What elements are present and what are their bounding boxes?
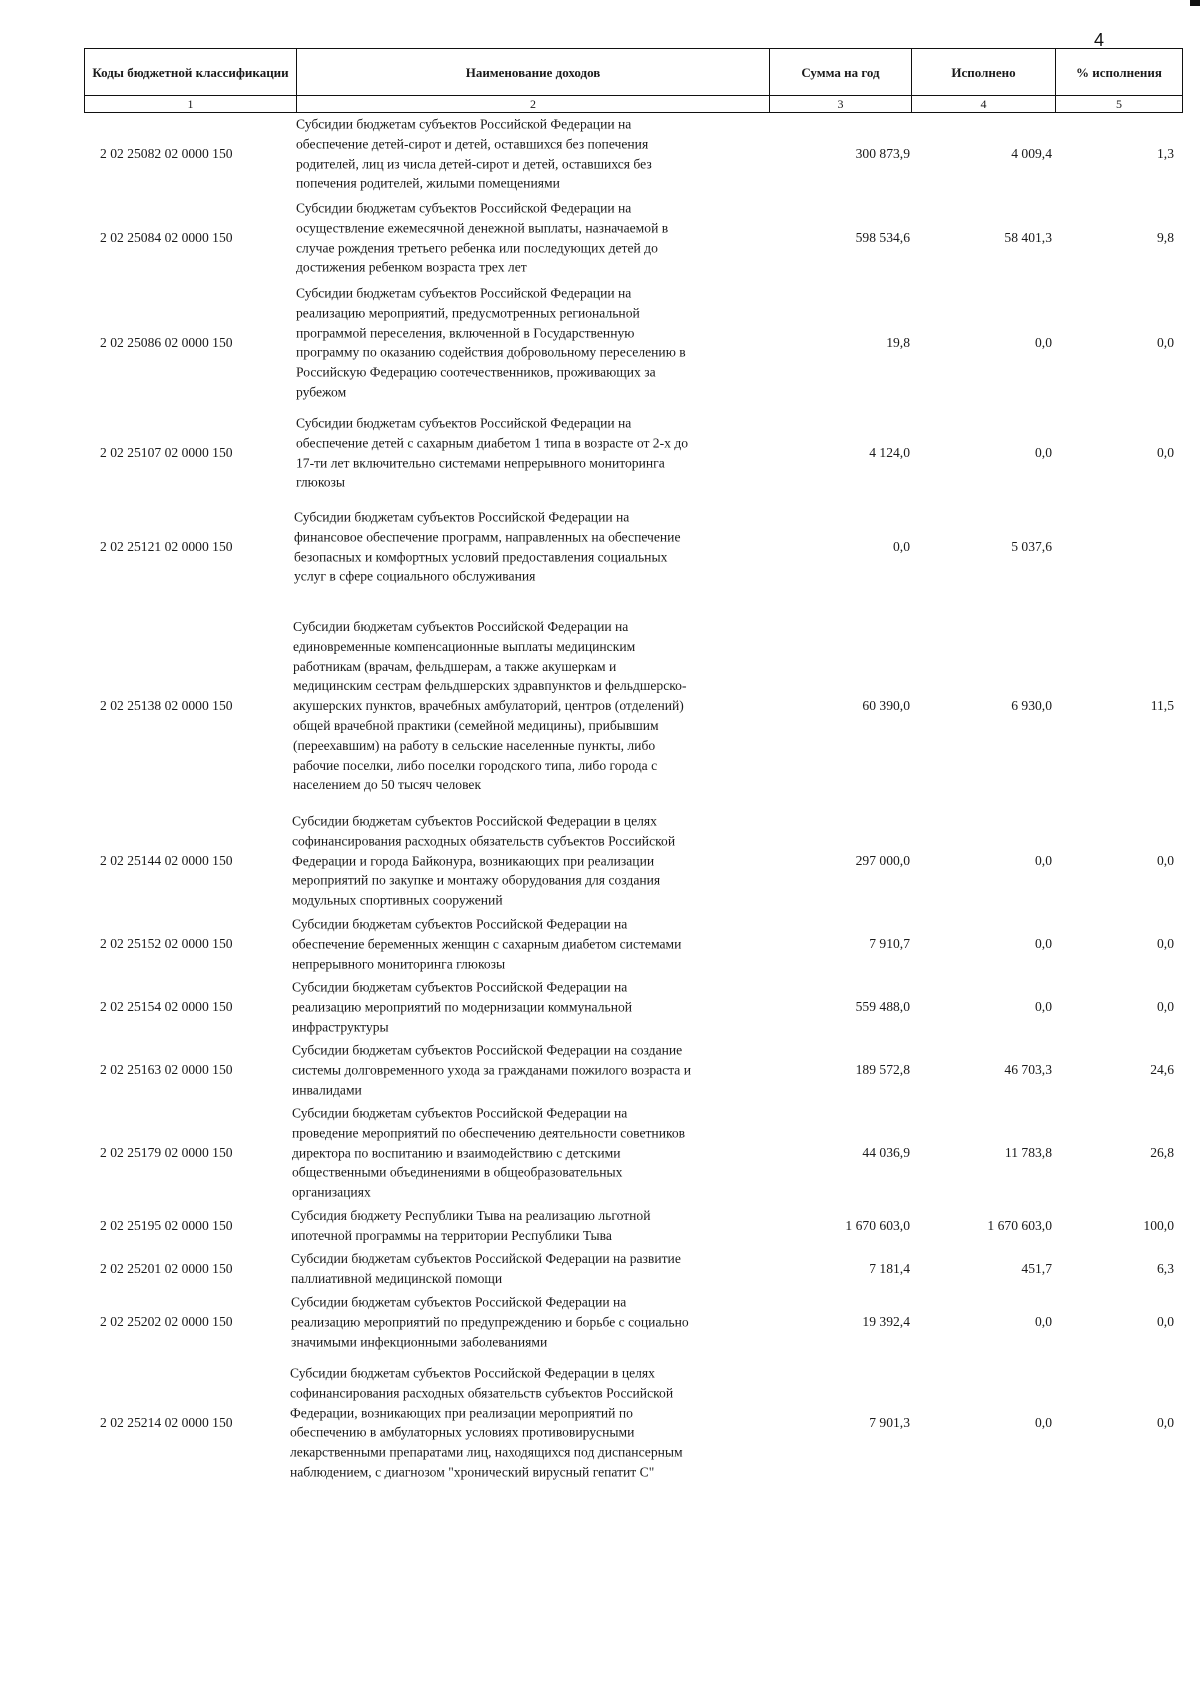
row-year-sum: 598 534,6	[855, 230, 910, 246]
row-executed: 1 670 603,0	[987, 1218, 1052, 1234]
row-executed: 0,0	[1035, 1314, 1052, 1330]
row-year-sum: 0,0	[893, 539, 910, 555]
row-executed: 0,0	[1035, 1415, 1052, 1431]
row-year-sum: 19,8	[886, 335, 910, 351]
row-name: Субсидии бюджетам субъектов Российской Федерации на финансовое обеспечение программ, направленных на обеспечение безопасных и комфортных условий предоставления социальных услуг в сфере социального обслуживания	[294, 509, 681, 584]
row-year-sum: 19 392,4	[862, 1314, 910, 1330]
row-name: Субсидии бюджетам субъектов Российской Федерации на проведение мероприятий по обеспечению деятельности советников директора по воспитанию и взаимодействию с детскими общественными объединениями в общеобразовательных организациях	[292, 1105, 686, 1200]
row-executed: 4 009,4	[1011, 146, 1052, 162]
row-name: Субсидии бюджетам субъектов Российской Федерации на обеспечение детей с сахарным диабетом 1 типа в возрасте от 2-х до 17-ти лет включительно системами непрерывного мониторинга глюкозы	[296, 415, 689, 490]
row-year-sum: 297 000,0	[855, 853, 910, 869]
row-name: Субсидии бюджетам субъектов Российской Федерации на развитие паллиативной медицинской помощи	[291, 1251, 681, 1286]
row-code: 2 02 25144 02 0000 150	[100, 853, 233, 869]
header-codes: Коды бюджетной классификации	[85, 49, 297, 96]
row-code: 2 02 25121 02 0000 150	[100, 539, 233, 555]
row-code: 2 02 25152 02 0000 150	[100, 936, 233, 952]
header-percent: % исполнения	[1056, 49, 1183, 96]
row-code: 2 02 25179 02 0000 150	[100, 1145, 233, 1161]
row-year-sum: 60 390,0	[862, 698, 910, 714]
table-row	[0, 283, 1200, 403]
table-row	[0, 1040, 1200, 1100]
row-code: 2 02 25084 02 0000 150	[100, 230, 233, 246]
row-name: Субсидии бюджетам субъектов Российской Федерации на реализацию мероприятий, предусмотренных региональной программой переселения, включенной в Государственную программу по оказанию содействия добровольному переселению в Российскую Федерацию соотечественников, проживающих за рубежом	[296, 285, 686, 400]
row-executed: 46 703,3	[1004, 1062, 1052, 1078]
row-executed: 0,0	[1035, 853, 1052, 869]
header-index-5: 5	[1056, 96, 1183, 113]
row-percent: 6,3	[1157, 1261, 1174, 1277]
row-name: Субсидии бюджетам субъектов Российской Федерации на единовременные компенсационные выплаты медицинским работникам (врачам, фельдшерам, а также акушеркам и медицинским сестрам фельдшерских здравпунктов и фельдшерско- акушерских пунктов, врачебных амбулаторий, центров (отделений) общей врачебной практики (семейной медицины), прибывшим (переехавшим) на работу в сельские населенные пункты, либо рабочие поселки, либо поселки городского типа, либо города с населением до 50 тысяч человек	[293, 618, 687, 793]
row-year-sum: 7 910,7	[869, 936, 910, 952]
table-row	[0, 1292, 1200, 1352]
row-percent: 1,3	[1157, 146, 1174, 162]
table-row	[0, 1103, 1200, 1203]
row-executed: 451,7	[1021, 1261, 1052, 1277]
row-year-sum: 189 572,8	[855, 1062, 910, 1078]
header-name: Наименование доходов	[297, 49, 770, 96]
row-executed: 6 930,0	[1011, 698, 1052, 714]
row-name: Субсидии бюджетам субъектов Российской Федерации на создание системы долговременного ухода за гражданами пожилого возраста и инвалидами	[292, 1042, 692, 1097]
row-year-sum: 1 670 603,0	[845, 1218, 910, 1234]
row-year-sum: 44 036,9	[862, 1145, 910, 1161]
header-index-3: 3	[770, 96, 912, 113]
row-name: Субсидии бюджетам субъектов Российской Федерации в целях софинансирования расходных обязательств субъектов Российской Федерации, возникающих при реализации мероприятий по обеспечению в амбулаторных условиях противовирусными лекарственными препаратами лиц, находящихся под диспансерным наблюдением, с диагнозом "хронический вирусный гепатит С"	[290, 1365, 683, 1480]
row-year-sum: 4 124,0	[869, 445, 910, 461]
row-percent: 0,0	[1157, 1415, 1174, 1431]
row-code: 2 02 25082 02 0000 150	[100, 146, 233, 162]
row-code: 2 02 25163 02 0000 150	[100, 1062, 233, 1078]
row-percent: 11,5	[1150, 698, 1174, 714]
header-index-2: 2	[297, 96, 770, 113]
table-row	[0, 413, 1200, 493]
row-year-sum: 300 873,9	[855, 146, 910, 162]
row-code: 2 02 25201 02 0000 150	[100, 1261, 233, 1277]
table-row	[0, 616, 1200, 796]
row-code: 2 02 25138 02 0000 150	[100, 698, 233, 714]
row-code: 2 02 25086 02 0000 150	[100, 335, 233, 351]
table-row	[0, 1363, 1200, 1483]
row-executed: 5 037,6	[1011, 539, 1052, 555]
row-executed: 0,0	[1035, 936, 1052, 952]
row-executed: 0,0	[1035, 445, 1052, 461]
header-index-4: 4	[912, 96, 1056, 113]
row-name: Субсидии бюджетам субъектов Российской Федерации в целях софинансирования расходных обязательств субъектов Российской Федерации и города Байконура, возникающих при реализации мероприятий по закупке и монтажу оборудования для создания модульных спортивных сооружений	[292, 813, 676, 908]
row-percent: 0,0	[1157, 335, 1174, 351]
row-name: Субсидии бюджетам субъектов Российской Федерации на обеспечение детей-сирот и детей, оставшихся без попечения родителей, лиц из числа детей-сирот и детей, оставшихся без попечения родителей, жилыми помещениями	[296, 116, 652, 191]
header-year-sum: Сумма на год	[770, 49, 912, 96]
row-code: 2 02 25107 02 0000 150	[100, 445, 233, 461]
row-executed: 11 783,8	[1004, 1145, 1052, 1161]
row-executed: 0,0	[1035, 335, 1052, 351]
row-name: Субсидия бюджету Республики Тыва на реализацию льготной ипотечной программы на территории Республики Тыва	[291, 1208, 651, 1243]
table-row	[0, 977, 1200, 1037]
row-percent: 0,0	[1157, 999, 1174, 1015]
row-percent: 0,0	[1157, 1314, 1174, 1330]
table-row	[0, 811, 1200, 911]
row-code: 2 02 25202 02 0000 150	[100, 1314, 233, 1330]
row-executed: 58 401,3	[1004, 230, 1052, 246]
row-name: Субсидии бюджетам субъектов Российской Федерации на осуществление ежемесячной денежной выплаты, назначаемой в случае рождения третьего ребенка или последующих детей до достижения ребенком возраста трех лет	[296, 200, 669, 275]
row-percent: 26,8	[1150, 1145, 1174, 1161]
row-name: Субсидии бюджетам субъектов Российской Федерации на реализацию мероприятий по модернизации коммунальной инфраструктуры	[292, 979, 633, 1034]
row-percent: 0,0	[1157, 445, 1174, 461]
row-percent: 0,0	[1157, 936, 1174, 952]
row-year-sum: 559 488,0	[855, 999, 910, 1015]
table-row	[0, 1206, 1200, 1246]
row-year-sum: 7 901,3	[869, 1415, 910, 1431]
row-year-sum: 7 181,4	[869, 1261, 910, 1277]
row-percent: 0,0	[1157, 853, 1174, 869]
row-code: 2 02 25154 02 0000 150	[100, 999, 233, 1015]
header-executed: Исполнено	[912, 49, 1056, 96]
table-row	[0, 114, 1200, 194]
table-row	[0, 198, 1200, 278]
header-index-1: 1	[85, 96, 297, 113]
row-percent: 9,8	[1157, 230, 1174, 246]
row-code: 2 02 25195 02 0000 150	[100, 1218, 233, 1234]
row-name: Субсидии бюджетам субъектов Российской Федерации на реализацию мероприятий по предупреждению и борьбе с социально значимыми инфекционными заболеваниями	[291, 1294, 689, 1349]
table-row	[0, 1249, 1200, 1289]
row-code: 2 02 25214 02 0000 150	[100, 1415, 233, 1431]
row-name: Субсидии бюджетам субъектов Российской Федерации на обеспечение беременных женщин с сахарным диабетом системами непрерывного мониторинга глюкозы	[292, 916, 682, 971]
row-percent: 24,6	[1150, 1062, 1174, 1078]
row-executed: 0,0	[1035, 999, 1052, 1015]
table-row	[0, 507, 1200, 587]
table-row	[0, 914, 1200, 974]
page-number: 4	[1094, 30, 1105, 50]
row-percent: 100,0	[1143, 1218, 1174, 1234]
